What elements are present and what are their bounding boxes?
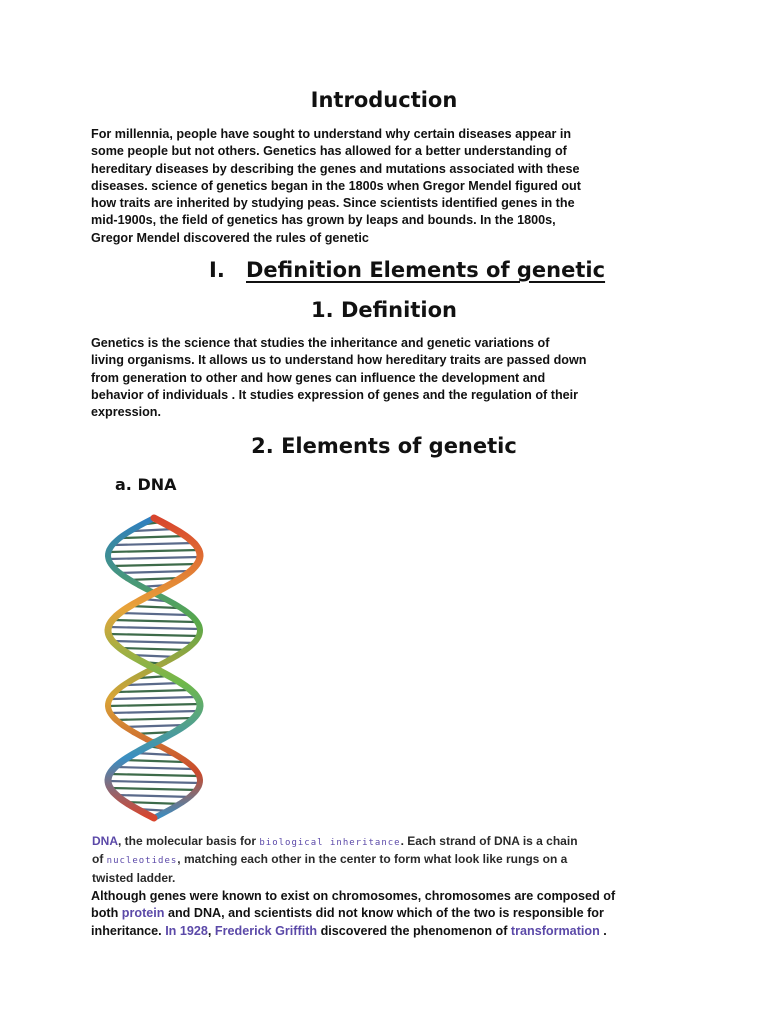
caption-text: , the molecular basis for xyxy=(118,834,260,848)
intro-line: diseases. science of genetics began in the 1800s when Gregor Mendel figured out xyxy=(91,178,581,193)
intro-line: mid-1900s, the field of genetics has grown by leaps and bounds. In the 1800s, xyxy=(91,213,556,228)
caption-text: twisted ladder. xyxy=(92,870,176,885)
dna-strand-front xyxy=(108,518,200,818)
dna-rung xyxy=(111,697,197,699)
definition-line: living organisms. It allows us to understand how hereditary traits are passed down xyxy=(91,353,587,368)
dna-caption xyxy=(92,833,692,886)
dna-rung xyxy=(114,718,194,720)
definition-line: Genetics is the science that studies the inheritance and genetic variations of xyxy=(91,336,550,350)
dna-rung xyxy=(109,634,200,636)
dna-rung xyxy=(109,711,199,713)
dna-subheading: a. DNA xyxy=(115,475,177,494)
section-title: Definition Elements of genetic xyxy=(246,258,606,282)
intro-line: Gregor Mendel discovered the rules of genetic xyxy=(91,230,369,245)
nucleotides-link[interactable]: nucleotides xyxy=(106,856,178,867)
intro-heading: Introduction xyxy=(310,88,458,112)
section-number: I. xyxy=(209,258,225,282)
dna-rung xyxy=(112,641,195,643)
dna-rung xyxy=(117,690,190,692)
caption-text: of xyxy=(92,852,107,867)
dna-rung xyxy=(120,648,188,650)
griffith-text: and DNA, and scientists did not know which of the two is responsible for xyxy=(164,906,604,921)
definition-line: expression. xyxy=(91,405,161,420)
dna-rung xyxy=(114,543,194,545)
dna-rung xyxy=(108,557,200,559)
dna-rung xyxy=(124,760,184,762)
griffith-line: Although genes were known to exist on chromosomes, chromosomes are composed of xyxy=(91,889,616,903)
biological-inheritance-link[interactable]: biological inheritance xyxy=(259,838,401,848)
dna-helix-image xyxy=(92,508,222,828)
dna-rung xyxy=(110,774,199,776)
definition-line: from generation to other and how genes can influence the development and xyxy=(91,370,546,385)
dna-link[interactable]: DNA xyxy=(92,834,118,848)
griffith-text: inheritance. xyxy=(91,923,166,938)
dna-rung xyxy=(123,536,186,538)
elements-heading: 2. Elements of genetic xyxy=(251,434,517,458)
intro-line: For millennia, people have sought to understand why certain diseases appear in xyxy=(91,127,572,141)
section-heading xyxy=(209,258,605,282)
definition-line: behavior of individuals . It studies expression of genes and the regulation of their xyxy=(91,387,579,402)
definition-heading: 1. Definition xyxy=(311,298,457,322)
dna-rung xyxy=(108,781,200,783)
caption-text: . Each strand of DNA is a chain xyxy=(400,834,578,848)
dna-rung xyxy=(108,704,200,706)
frederick-griffith-link[interactable]: Frederick Griffith xyxy=(214,923,318,938)
dna-rung xyxy=(130,606,178,608)
dna-rung xyxy=(120,613,188,615)
dna-rung xyxy=(111,564,197,566)
griffith-text: discovered the phenomenon of xyxy=(317,923,511,938)
intro-line: some people but not others. Genetics has allowed for a better understanding of xyxy=(91,144,567,159)
dna-rung xyxy=(109,550,199,552)
intro-line: hereditary diseases by describing the genes and mutations associated with these xyxy=(91,161,580,176)
griffith-paragraph xyxy=(91,888,691,940)
griffith-text: , xyxy=(207,923,215,938)
griffith-text: both xyxy=(91,906,122,921)
dna-rung xyxy=(123,725,186,727)
dna-rung xyxy=(117,571,190,573)
in-1928-link[interactable]: In 1928 xyxy=(165,923,208,938)
dna-rung xyxy=(127,683,181,685)
dna-rung xyxy=(115,767,193,769)
definition-paragraph xyxy=(91,335,691,421)
caption-text: , matching each other in the center to form what look like rungs on a xyxy=(177,852,568,867)
dna-rung xyxy=(110,788,197,790)
griffith-text: . xyxy=(599,923,607,938)
dna-rung xyxy=(112,620,195,622)
dna-rung xyxy=(109,627,200,629)
intro-line: how traits are inherited by studying peas. Since scientists identified genes in the xyxy=(91,196,575,211)
protein-link[interactable]: protein xyxy=(121,906,165,921)
dna-rung xyxy=(116,795,192,797)
transformation-link[interactable]: transformation xyxy=(510,923,600,938)
intro-paragraph xyxy=(91,126,691,247)
